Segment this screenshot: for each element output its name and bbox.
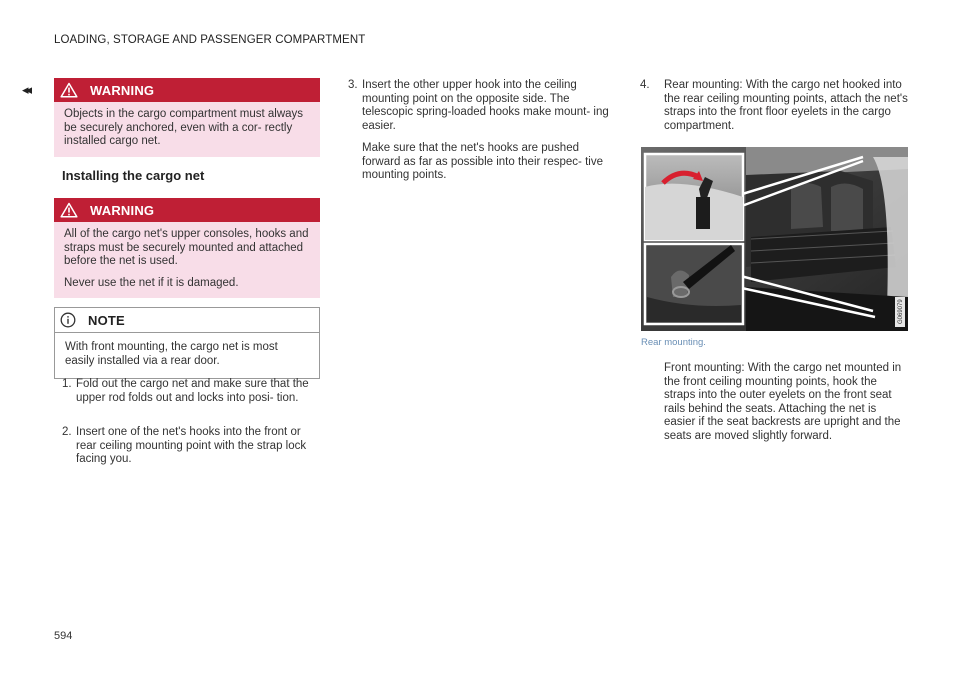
warning-body — [54, 222, 320, 298]
warning-para-2: Never use the net if it is damaged. — [64, 276, 239, 289]
warning-box-net — [54, 198, 320, 298]
rear-mounting-illustration — [641, 147, 908, 331]
warning-para-1: All of the cargo net's upper consoles, hooks and straps must be securely mounted and attached before the net is used. — [64, 228, 309, 267]
front-mounting-text-block — [664, 362, 908, 452]
step-2 — [62, 426, 320, 476]
warning-box-cargo — [54, 78, 320, 157]
warning-body — [54, 102, 320, 157]
warning-triangle-icon — [60, 202, 78, 218]
note-body — [55, 333, 319, 378]
page-header: LOADING, STORAGE AND PASSENGER COMPARTMENT — [54, 34, 366, 46]
back-arrows-icon[interactable]: ◂◂ — [22, 82, 30, 97]
warning-title: WARNING — [90, 82, 155, 98]
section-title: Installing the cargo net — [62, 168, 205, 183]
figure-caption: Rear mounting. — [641, 337, 706, 348]
step-4 — [640, 79, 908, 142]
step-number: 3. — [348, 79, 358, 91]
note-header — [55, 308, 319, 333]
step-text: Insert the other upper hook into the ceiling mounting point on the opposite side. The telescopic spring-loaded hooks make mount- ing easier. — [362, 79, 609, 132]
note-box — [54, 307, 320, 379]
figure-code: G069079 — [898, 299, 904, 324]
step-number: 4. — [640, 79, 650, 91]
page-number: 594 — [54, 630, 73, 642]
step-3 — [348, 79, 610, 192]
step-text: Insert one of the net's hooks into the front or rear ceiling mounting point with the strap lock facing you. — [76, 426, 307, 465]
step-number: 2. — [62, 426, 72, 438]
warning-title: WARNING — [90, 202, 155, 218]
note-title: NOTE — [88, 312, 125, 328]
warning-header — [54, 78, 320, 102]
step-text: Rear mounting: With the cargo net hooked into the rear ceiling mounting points, attach the net's straps into the front floor eyelets in the cargo compartment. — [664, 79, 908, 132]
note-text: With front mounting, the cargo net is most easily installed via a rear door. — [65, 341, 278, 367]
step-1 — [62, 378, 320, 414]
warning-triangle-icon — [60, 82, 78, 98]
step-text: Fold out the cargo net and make sure that the upper rod folds out and locks into posi- tion. — [76, 378, 309, 404]
front-mounting-text: Front mounting: With the cargo net mounted in the front ceiling mounting points, hook the straps into the outer eyelets on the front seat rails behind the seats. Attaching the net is easier if the seat backrests are upright and the seats are moved slightly forward. — [664, 362, 902, 442]
warning-text: Objects in the cargo compartment must always be securely anchored, even with a cor- rectly installed cargo net. — [64, 108, 304, 147]
info-circle-icon — [60, 312, 76, 328]
step-extra-text: Make sure that the net's hooks are pushed forward as far as possible into their respec- tive mounting points. — [362, 142, 603, 181]
warning-header — [54, 198, 320, 222]
step-number: 1. — [62, 378, 72, 390]
